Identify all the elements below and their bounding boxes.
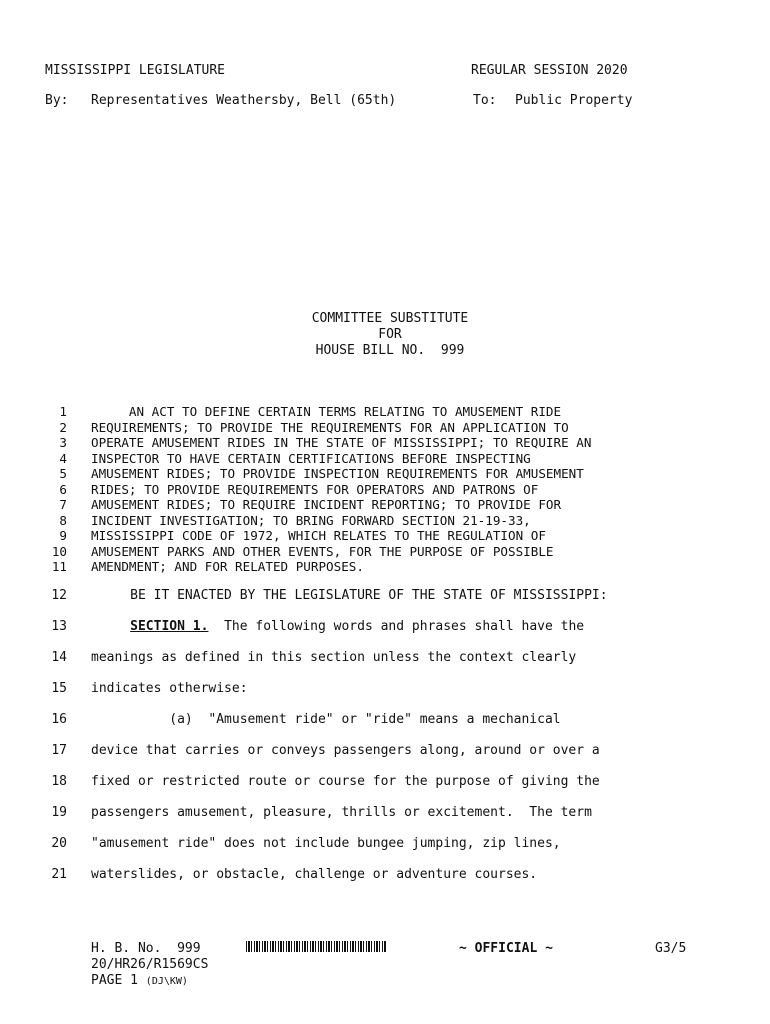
page-number: PAGE 1 [91,973,138,988]
line-number: 14 [51,650,67,665]
drafter-initials: (DJ\KW) [145,976,188,987]
line-number: 16 [51,712,67,727]
line-number: 10 [51,543,67,559]
act-title-line: MISSISSIPPI CODE OF 1972, WHICH RELATES TO THE REGULATION OF [91,528,546,543]
line-number: 20 [51,836,67,851]
body-text-line: meanings as defined in this section unless the context clearly [91,650,577,665]
body-text-line: indicates otherwise: [91,681,248,696]
section-line [91,619,584,634]
session-name: REGULAR SESSION 2020 [471,63,628,78]
act-title-line: AMUSEMENT RIDES; TO PROVIDE INSPECTION REQUIREMENTS FOR AMUSEMENT [91,466,584,481]
body-text-line: "amusement ride" does not include bungee jumping, zip lines, [91,836,561,851]
enacting-clause: BE IT ENACTED BY THE LEGISLATURE OF THE STATE OF MISSISSIPPI: [91,588,608,603]
committee-label: To: [473,93,497,108]
section-text: The following words and phrases shall have the [208,619,585,634]
committee-name: Public Property [515,93,633,108]
title-line-1: COMMITTEE SUBSTITUTE [311,311,469,326]
line-number: 11 [51,559,67,574]
body-text-line: fixed or restricted route or course for the purpose of giving the [91,774,600,789]
line-number: 21 [51,867,67,882]
body-text-line: waterslides, or obstacle, challenge or adventure courses. [91,867,538,882]
line-number: 5 [59,466,67,481]
act-title-line: AMUSEMENT PARKS AND OTHER EVENTS, FOR THE PURPOSE OF POSSIBLE [91,543,554,559]
act-title-line: AMENDMENT; AND FOR RELATED PURPOSES. [91,559,364,574]
act-title-line: OPERATE AMUSEMENT RIDES IN THE STATE OF MISSISSIPPI; TO REQUIRE AN [91,435,592,450]
footer-bill-number: H. B. No. 999 [91,941,201,956]
line-number: 9 [59,528,67,543]
sponsor-names: Representatives Weathersby, Bell (65th) [91,93,397,108]
act-title-line: REQUIREMENTS; TO PROVIDE THE REQUIREMENTS FOR AN APPLICATION TO [91,419,569,435]
title-line-3: HOUSE BILL NO. 999 [315,343,465,358]
official-mark: ~ OFFICIAL ~ [459,941,553,956]
footer-code: G3/5 [655,941,687,956]
act-title-line: AN ACT TO DEFINE CERTAIN TERMS RELATING TO AMUSEMENT RIDE [91,404,562,419]
line-number: 4 [59,450,67,466]
act-title-line: INSPECTOR TO HAVE CERTAIN CERTIFICATIONS BEFORE INSPECTING [91,450,531,466]
line-number: 13 [51,619,67,634]
line-number: 1 [59,404,67,419]
line-number: 2 [59,419,67,435]
footer-reference: 20/HR26/R1569CS [91,957,209,972]
body-text-line: (a) "Amusement ride" or "ride" means a mechanical [91,712,561,727]
line-number: 12 [51,588,67,603]
barcode-image [246,941,387,952]
title-line-2: FOR [378,327,402,342]
line-number: 7 [59,497,67,512]
act-title-line: RIDES; TO PROVIDE REQUIREMENTS FOR OPERATORS AND PATRONS OF [91,481,539,497]
line-number: 3 [59,435,67,450]
body-text-line: device that carries or conveys passengers along, around or over a [91,743,600,758]
legislature-name: MISSISSIPPI LEGISLATURE [45,63,226,78]
line-number: 19 [51,805,67,820]
act-title-line: INCIDENT INVESTIGATION; TO BRING FORWARD SECTION 21-19-33, [91,512,531,528]
section-indent [91,619,130,634]
section-heading: SECTION 1. [130,619,209,634]
act-title-line: AMUSEMENT RIDES; TO REQUIRE INCIDENT REPORTING; TO PROVIDE FOR [91,497,562,512]
line-number: 6 [59,481,67,497]
line-number: 18 [51,774,67,789]
line-number: 8 [59,512,67,528]
body-text-line: passengers amusement, pleasure, thrills or excitement. The term [91,805,592,820]
line-number: 17 [51,743,67,758]
line-number: 15 [51,681,67,696]
sponsor-label: By: [45,93,69,108]
footer-page [91,973,188,988]
